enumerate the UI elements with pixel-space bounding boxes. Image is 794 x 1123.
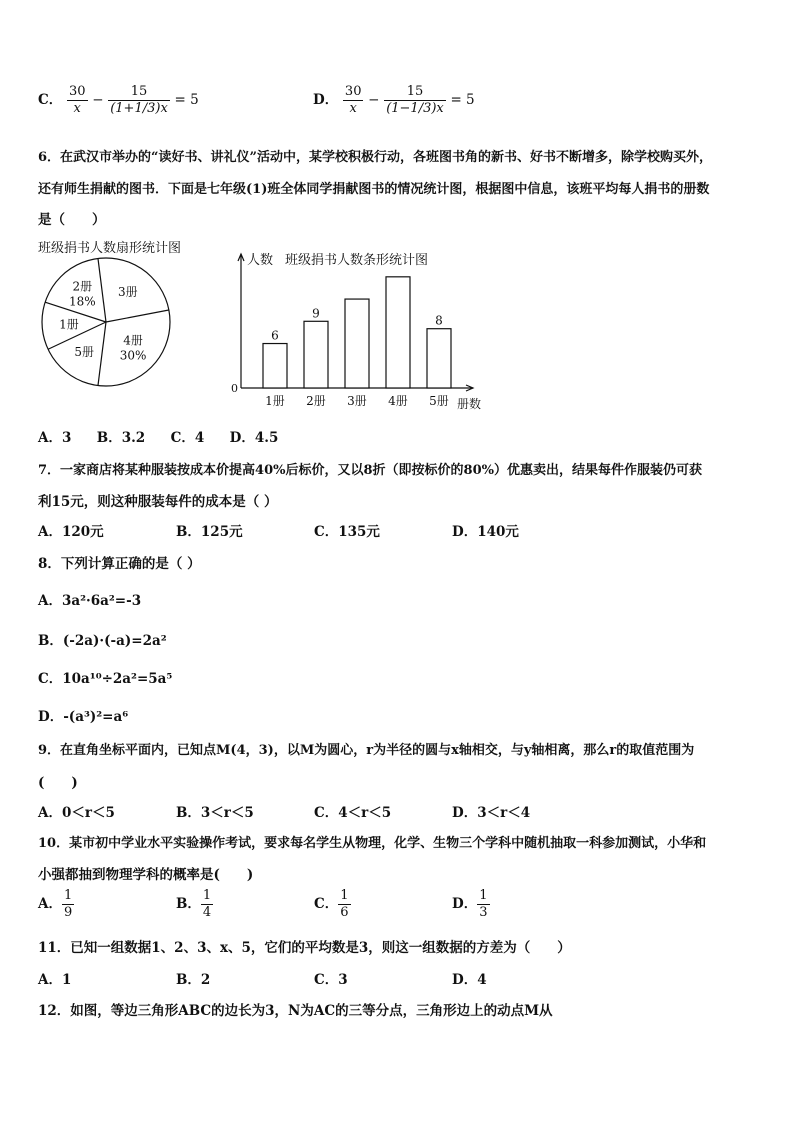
q7-line-1: 7．一家商店将某种服装按成本价提高40%后标价，又以8折（即按标价的80%）优惠卖出，结果每件作服装仍可获 xyxy=(38,463,702,478)
q10-line-1: 10．某市初中学业水平实验操作考试，要求每名学生从物理，化学、生物三个学科中随机抽取一科参加测试，小华和 xyxy=(38,836,707,851)
q6-option-d[interactable]: D．4.5 xyxy=(229,430,279,446)
q7-line-2: 利15元，则这种服装每件的成本是（ ） xyxy=(38,494,278,510)
pie-slice-label: 3册 xyxy=(117,284,138,299)
q6-line-3: 是（ ） xyxy=(38,212,106,228)
x-tick-label: 1册 xyxy=(265,394,285,408)
x-axis-label: 册数 xyxy=(457,397,482,411)
origin-label: 0 xyxy=(231,382,238,395)
bar xyxy=(386,277,410,388)
fraction: $\frac{30}{x}$ xyxy=(68,84,86,116)
q8-option-d[interactable]: D．-(a³)²=a⁶ xyxy=(38,709,129,725)
q7-option-d[interactable]: D．140元 xyxy=(452,524,519,540)
q11-option-c[interactable]: C．3 xyxy=(314,972,348,988)
q11-stem: 11．已知一组数据1、2、3、x、5，它们的平均数是3，则这一组数据的方差为（ ） xyxy=(38,940,571,956)
pie-slice-percent: 30% xyxy=(119,348,147,363)
bar xyxy=(345,299,369,388)
q9-option-b[interactable]: B．3＜r＜5 xyxy=(176,805,254,821)
q7-option-c[interactable]: C．135元 xyxy=(314,524,380,540)
q11-option-b[interactable]: B．2 xyxy=(176,972,211,988)
pie-chart xyxy=(40,252,200,402)
bar-data-label: 8 xyxy=(435,313,443,328)
pie-slice-percent: 18% xyxy=(69,294,96,309)
bar-data-label: 9 xyxy=(312,306,320,321)
q9-line-1: 9．在直角坐标平面内，已知点M(4，3)，以M为圆心，r为半径的圆与x轴相交，与y轴相离，那么r的取值范围为 xyxy=(38,743,695,758)
q8-stem: 8．下列计算正确的是（ ） xyxy=(38,556,201,572)
x-tick-label: 2册 xyxy=(306,394,326,408)
bar-chart-title: 班级捐书人数条形统计图 xyxy=(285,253,429,268)
q9-option-a[interactable]: A．0＜r＜5 xyxy=(38,805,115,821)
q6-line-1: 6．在武汉市举办的“读好书、讲礼仪”活动中，某学校积极行动，各班图书角的新书、好书不断增多，除学校购买外， xyxy=(38,150,713,165)
pie-chart-title: 班级捐书人数扇形统计图 xyxy=(38,241,182,256)
q10-option-c[interactable]: C． $\frac{1}{6}$ xyxy=(314,888,349,920)
bar xyxy=(304,321,328,388)
q9-option-c[interactable]: C．4＜r＜5 xyxy=(314,805,392,821)
q6-option-c[interactable]: C．4 xyxy=(170,430,205,446)
x-tick-label: 3册 xyxy=(347,394,367,408)
bar xyxy=(427,329,451,388)
q12-stem: 12．如图，等边三角形ABC的边长为3，N为AC的三等分点，三角形边上的动点M从 xyxy=(38,1003,553,1019)
q8-option-b[interactable]: B．(-2a)·(-a)=2a² xyxy=(38,633,167,649)
q11-option-d[interactable]: D．4 xyxy=(452,972,487,988)
fraction: $\frac{1}{4}$ xyxy=(202,888,212,920)
q9-line-2: ( ) xyxy=(38,775,78,791)
q7-option-b[interactable]: B．125元 xyxy=(176,524,243,540)
x-tick-label: 4册 xyxy=(388,394,408,408)
q6-option-a[interactable]: A．3 xyxy=(38,430,72,446)
q10-line-2: 小强都抽到物理学科的概率是( ) xyxy=(38,867,254,883)
pie-slice-label: 4册 xyxy=(123,333,143,348)
q11-option-a[interactable]: A．1 xyxy=(38,972,72,988)
pie-slice-label: 5册 xyxy=(74,345,95,360)
q8-option-c[interactable]: C．10a¹⁰÷2a²=5a⁵ xyxy=(38,671,173,687)
x-tick-label: 5册 xyxy=(429,394,449,408)
q7-option-a[interactable]: A．120元 xyxy=(38,524,104,540)
fraction: $\frac{15}{(1+1/3)x}$ xyxy=(110,84,168,116)
q6-option-b[interactable]: B．3.2 xyxy=(96,430,146,446)
fraction: $\frac{15}{(1-1/3)x}$ xyxy=(386,84,444,116)
bar-data-label: 6 xyxy=(271,328,279,343)
q10-option-d[interactable]: D． $\frac{1}{3}$ xyxy=(452,888,488,920)
q9-option-d[interactable]: D．3＜r＜4 xyxy=(452,805,531,821)
fraction: $\frac{30}{x}$ xyxy=(344,84,362,116)
fraction: $\frac{1}{6}$ xyxy=(340,888,349,920)
option-label: D． xyxy=(313,92,339,108)
pie-slice-label: 1册 xyxy=(59,317,79,332)
pie-slice-label: 2册 xyxy=(72,279,93,294)
q10-option-a[interactable]: A． $\frac{1}{9}$ xyxy=(38,888,73,920)
q5-option-d: D． $\frac{30}{x}$ − $\frac{15}{(1-1/3)x}$ = 5 xyxy=(313,84,475,116)
q10-option-b[interactable]: B． $\frac{1}{4}$ xyxy=(176,888,212,920)
option-label: C． xyxy=(38,92,63,108)
q6-options xyxy=(38,426,278,446)
q8-option-a[interactable]: A．3a²·6a²=-3 xyxy=(38,593,142,609)
q6-line-2: 还有师生捐献的图书．下面是七年级(1)班全体同学捐献图书的情况统计图，根据图中信息，该班平均每人捐书的册数 xyxy=(38,182,710,197)
fraction: $\frac{1}{3}$ xyxy=(479,888,488,920)
y-axis-label: 人数 xyxy=(247,253,274,268)
fraction: $\frac{1}{9}$ xyxy=(63,888,73,920)
q5-option-c: C． $\frac{30}{x}$ − $\frac{15}{(1+1/3)x}$ = 5 xyxy=(38,84,199,116)
bar-chart xyxy=(225,248,495,418)
bar xyxy=(263,344,287,388)
